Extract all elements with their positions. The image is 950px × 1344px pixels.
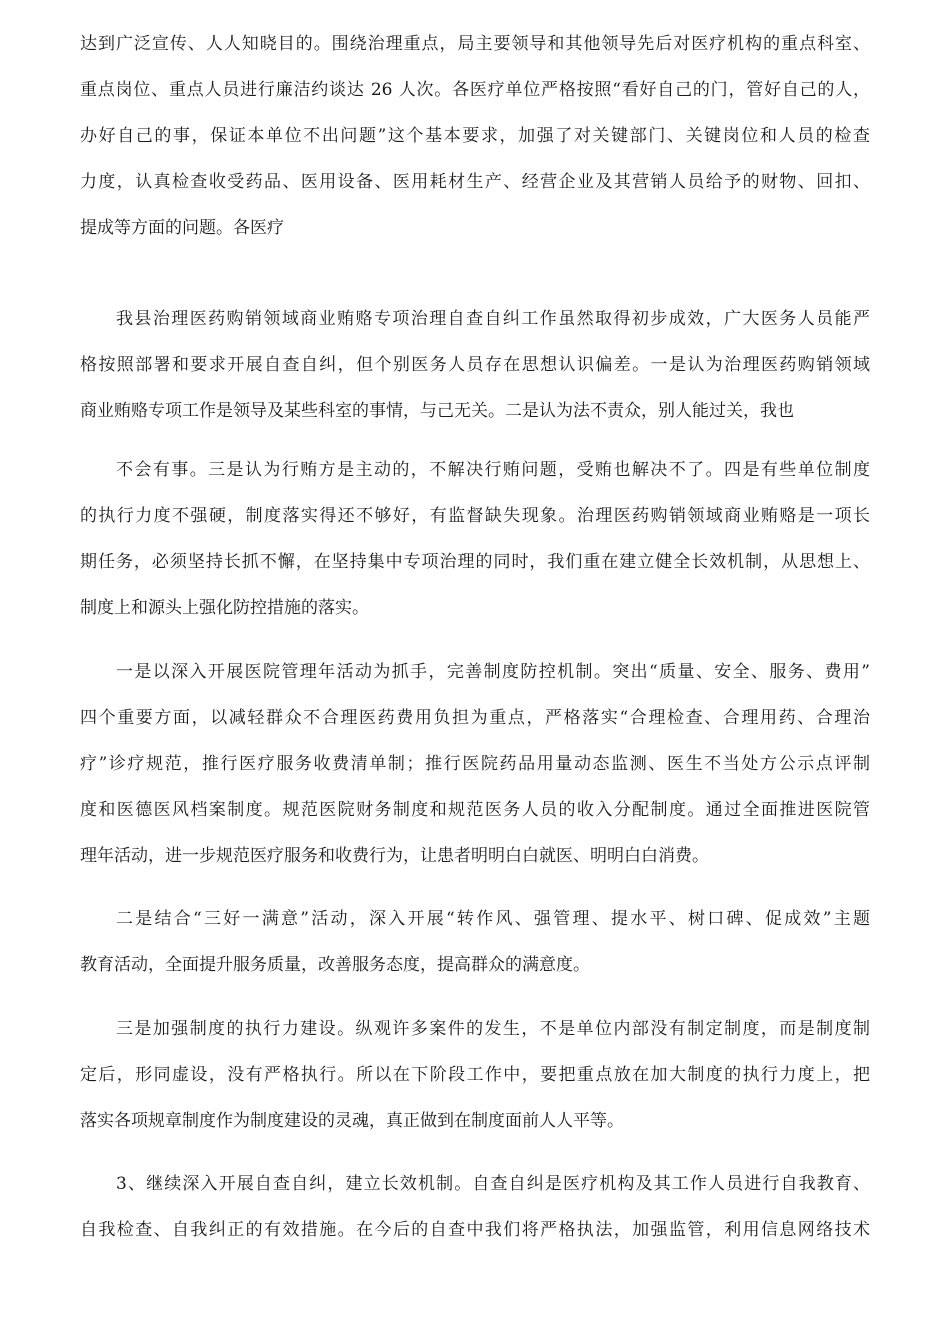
body-text-line: 力度，认真检查收受药品、医用设备、医用耗材生产、经营企业及其营销人员给予的财物、回扣、 bbox=[80, 172, 870, 192]
body-text-line: 3、继续深入开展自查自纠，建立长效机制。自查自纠是医疗机构及其工作人员进行自我教育、 bbox=[116, 1174, 870, 1194]
body-text-line: 二是结合“三好一满意”活动，深入开展“转作风、强管理、提水平、树口碑、促成效”主题 bbox=[116, 909, 870, 929]
body-text-line: 自我检查、自我纠正的有效措施。在今后的自查中我们将严格执法，加强监管，利用信息网络技术 bbox=[80, 1220, 870, 1240]
body-text-line: 制度上和源头上强化防控措施的落实。 bbox=[80, 598, 369, 618]
body-text-line: 三是加强制度的执行力建设。纵观许多案件的发生，不是单位内部没有制定制度，而是制度制 bbox=[116, 1019, 870, 1039]
body-text-line: 的执行力度不强硬，制度落实得还不够好，有监督缺失现象。治理医药购销领域商业贿赂是一项长 bbox=[80, 506, 870, 526]
body-text-line: 达到广泛宣传、人人知晓目的。围绕治理重点，局主要领导和其他领导先后对医疗机构的重点科室、 bbox=[80, 34, 870, 54]
body-text-line: 四个重要方面，以减轻群众不合理医药费用负担为重点，严格落实“合理检查、合理用药、合理治 bbox=[80, 708, 870, 728]
body-text-line: 不会有事。三是认为行贿方是主动的，不解决行贿问题，受贿也解决不了。四是有些单位制度 bbox=[116, 460, 870, 480]
body-text-line: 我县治理医药购销领域商业贿赂专项治理自查自纠工作虽然取得初步成效，广大医务人员能严 bbox=[116, 309, 870, 329]
body-text-line: 定后，形同虚设，没有严格执行。所以在下阶段工作中，要把重点放在加大制度的执行力度上，把 bbox=[80, 1065, 870, 1085]
body-text-line: 落实各项规章制度作为制度建设的灵魂，真正做到在制度面前人人平等。 bbox=[80, 1111, 624, 1131]
body-text-line: 理年活动，进一步规范医疗服务和收费行为，让患者明明白白就医、明明白白消费。 bbox=[80, 846, 709, 866]
body-text-line: 期任务，必须坚持长抓不懈，在坚持集中专项治理的同时，我们重在建立健全长效机制，从思想上、 bbox=[80, 552, 870, 572]
body-text-line: 疗”诊疗规范，推行医疗服务收费清单制；推行医院药品用量动态监测、医生不当处方公示点评制 bbox=[80, 754, 870, 774]
body-text-line: 提成等方面的问题。各医疗 bbox=[80, 218, 284, 238]
body-text-line: 一是以深入开展医院管理年活动为抓手，完善制度防控机制。突出“质量、安全、服务、费用” bbox=[116, 662, 870, 682]
body-text-line: 商业贿赂专项工作是领导及某些科室的事情，与己无关。二是认为法不责众，别人能过关，我也 bbox=[80, 401, 794, 421]
body-text-line: 度和医德医风档案制度。规范医院财务制度和规范医务人员的收入分配制度。通过全面推进医院管 bbox=[80, 800, 870, 820]
body-text-line: 教育活动，全面提升服务质量，改善服务态度，提高群众的满意度。 bbox=[80, 955, 590, 975]
body-text-line: 重点岗位、重点人员进行廉洁约谈达 26 人次。各医疗单位严格按照“看好自己的门，管好自己的人， bbox=[80, 80, 870, 100]
body-text-line: 格按照部署和要求开展自查自纠，但个别医务人员存在思想认识偏差。一是认为治理医药购销领域 bbox=[80, 355, 870, 375]
body-text-line: 办好自己的事，保证本单位不出问题”这个基本要求，加强了对关键部门、关键岗位和人员的检查 bbox=[80, 126, 870, 146]
